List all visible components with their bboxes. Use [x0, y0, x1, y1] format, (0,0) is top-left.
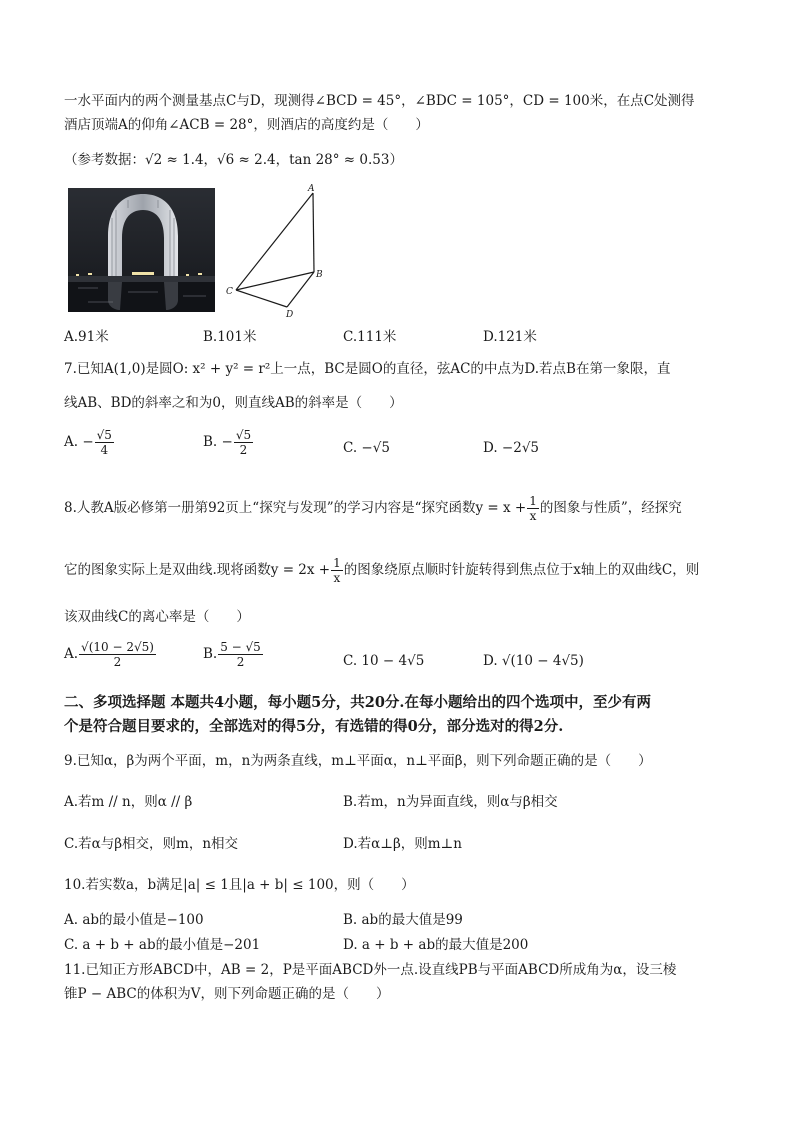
q8-option-d: D. √(10 − 4√5) — [483, 653, 584, 669]
q8-stem-line1 — [64, 494, 682, 523]
q8-line1-text-b: 的图象与性质”，经探究 — [539, 500, 682, 516]
q9-stem: 9.已知α，β为两个平面，m，n为两条直线，m⊥平面α，n⊥平面β，则下列命题正确的是（ ） — [64, 753, 652, 769]
section2-heading-line1: 二、多项选择题 本题共4小题，每小题5分，共20分.在每小题给出的四个选项中，至少有两 — [64, 694, 651, 711]
q8-line1-numerator: 1 — [529, 494, 537, 508]
q10-option-b: B. ab的最大值是99 — [343, 912, 463, 928]
q10-stem: 10.若实数a，b满足|a| ≤ 1且|a + b| ≤ 100，则（ ） — [64, 877, 415, 893]
q8-option-a-denominator: 2 — [113, 655, 122, 669]
label-c: C — [226, 287, 233, 297]
q6-option-d: D.121米 — [483, 329, 537, 345]
q7-option-a-numerator: √5 — [96, 428, 112, 442]
q9-option-c: C.若α与β相交，则m，n相交 — [64, 836, 239, 852]
q8-option-a-prefix: A. — [64, 646, 79, 662]
q8-line1-text-a: 8.人教A版必修第一册第92页上“探究与发现”的学习内容是“探究函数y = x + — [64, 500, 527, 516]
q9-option-a: A.若m // n，则α // β — [64, 794, 193, 810]
q8-option-c: C. 10 − 4√5 — [343, 653, 425, 669]
q7-option-b-fraction — [234, 428, 253, 457]
q7-option-a-denominator: 4 — [100, 443, 109, 457]
q10-option-c: C. a + b + ab的最小值是−201 — [64, 937, 261, 953]
q7-option-d: D. −2√5 — [483, 440, 540, 456]
q8-option-a-fraction — [79, 640, 156, 669]
q6-reference-data: （参考数据：√2 ≈ 1.4，√6 ≈ 2.4，tan 28° ≈ 0.53） — [64, 152, 403, 168]
q7-option-b-denominator: 2 — [239, 443, 248, 457]
q7-option-b-numerator: √5 — [235, 428, 252, 442]
q8-stem-line2 — [64, 556, 699, 585]
label-d: D — [286, 310, 294, 320]
q8-line2-denominator: x — [333, 571, 341, 585]
q10-option-a: A. ab的最小值是−100 — [64, 912, 204, 928]
q7-option-a-fraction — [95, 428, 114, 457]
triangle-diagram — [222, 184, 332, 320]
q6-stem-line2: 酒店顶端A的仰角∠ACB = 28°，则酒店的高度约是（ ） — [64, 117, 429, 133]
q7-option-a-prefix: A. − — [64, 434, 94, 450]
q8-option-a-numerator: √(10 − 2√5) — [81, 640, 154, 654]
section2-heading-line2: 个是符合题目要求的，全部选对的得5分，有选错的得0分，部分选对的得2分. — [64, 718, 564, 735]
q8-line2-fraction — [331, 556, 343, 585]
q8-line1-fraction — [527, 494, 539, 523]
q6-stem-line1: 一水平面内的两个测量基点C与D，现测得∠BCD = 45°，∠BDC = 105°，CD = 100米，在点C处测得 — [64, 93, 695, 109]
hotel-photo — [68, 188, 215, 312]
q9-option-b: B.若m，n为异面直线，则α与β相交 — [343, 794, 558, 810]
label-a: A — [308, 184, 315, 194]
q8-option-b-numerator: 5 − √5 — [220, 640, 261, 654]
q11-stem-line2: 锥P − ABC的体积为V，则下列命题正确的是（ ） — [64, 986, 390, 1002]
q7-option-c: C. −√5 — [343, 440, 390, 456]
q7-option-b — [203, 428, 254, 457]
q6-option-c: C.111米 — [343, 329, 397, 345]
q7-option-b-prefix: B. − — [203, 434, 233, 450]
q11-stem-line1: 11.已知正方形ABCD中，AB = 2，P是平面ABCD外一点.设直线PB与平面ABCD所成角为α，设三棱 — [64, 962, 677, 978]
q8-stem-line3: 该双曲线C的离心率是（ ） — [64, 609, 250, 625]
q8-option-b — [203, 640, 264, 669]
q8-line2-numerator: 1 — [333, 556, 341, 570]
q8-option-b-fraction — [218, 640, 263, 669]
q7-stem-line2: 线AB、BD的斜率之和为0，则直线AB的斜率是（ ） — [64, 395, 403, 411]
q7-option-a — [64, 428, 115, 457]
q8-option-a — [64, 640, 157, 669]
q8-option-b-prefix: B. — [203, 646, 218, 662]
q8-line2-text-b: 的图象绕原点顺时针旋转得到焦点位于x轴上的双曲线C，则 — [343, 562, 700, 578]
q10-option-d: D. a + b + ab的最大值是200 — [343, 937, 529, 953]
q9-option-d: D.若α⊥β，则m⊥n — [343, 836, 462, 852]
q8-option-b-denominator: 2 — [236, 655, 245, 669]
q8-line1-denominator: x — [529, 509, 537, 523]
q7-stem-line1: 7.已知A(1,0)是圆O: x² + y² = r²上一点，BC是圆O的直径，弦AC的中点为D.若点B在第一象限，直 — [64, 361, 671, 377]
q6-option-a: A.91米 — [64, 329, 109, 345]
q6-option-b: B.101米 — [203, 329, 257, 345]
label-b: B — [316, 270, 323, 280]
q8-line2-text-a: 它的图象实际上是双曲线.现将函数y = 2x + — [64, 562, 331, 578]
